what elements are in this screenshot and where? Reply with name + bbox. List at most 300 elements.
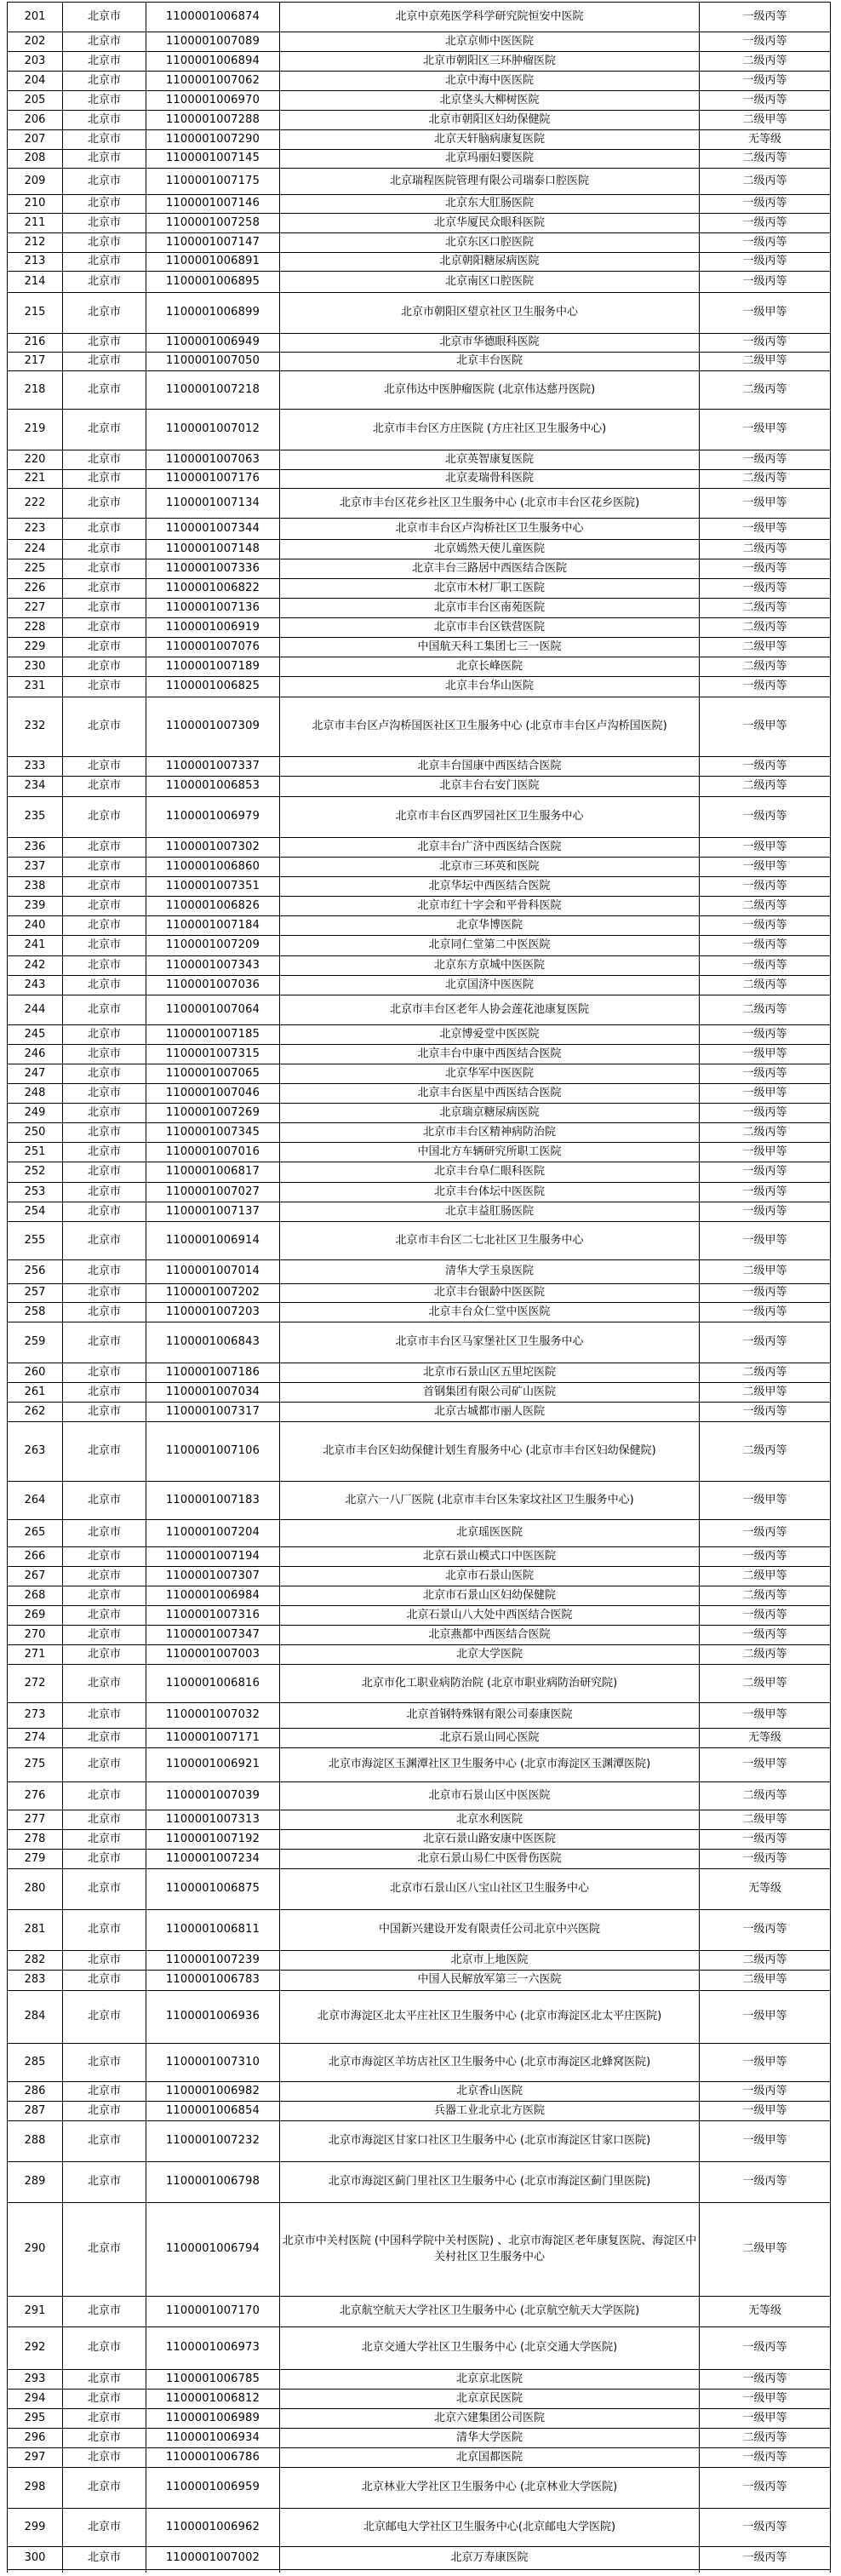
city-cell: 北京市: [63, 130, 146, 150]
row-number-cell: 277: [8, 1810, 63, 1830]
row-number-cell: 214: [8, 272, 63, 293]
row-number-cell: 215: [8, 293, 63, 334]
row-number-cell: 291: [8, 2297, 63, 2327]
grade-cell: 二级甲等: [700, 1971, 831, 1991]
grade-cell: 一级丙等: [700, 1284, 831, 1303]
hospital-name-cell: 北京市三环英和医院: [280, 858, 700, 877]
row-number-cell: 247: [8, 1064, 63, 1084]
city-cell: 北京市: [63, 52, 146, 72]
row-number-cell: 246: [8, 1045, 63, 1064]
table-row: [8, 2547, 831, 2570]
hospital-name-cell: 北京丰台银龄中医医院: [280, 1284, 700, 1303]
city-cell: 北京市: [63, 777, 146, 797]
city-cell: 北京市: [63, 2082, 146, 2102]
table-row: [8, 3, 831, 32]
grade-cell: 一级丙等: [700, 877, 831, 897]
hospital-name-cell: 北京京师中医医院: [280, 32, 700, 52]
hospital-name-cell: 北京丰台医星中西医结合医院: [280, 1084, 700, 1104]
city-cell: 北京市: [63, 450, 146, 470]
org-id-cell: 1100001007176: [146, 470, 280, 489]
org-id-cell: 1100001007137: [146, 1202, 280, 1222]
hospital-name-cell: 中国航天科工集团七三一医院: [280, 638, 700, 657]
table-row: [8, 293, 831, 334]
city-cell: 北京市: [63, 638, 146, 657]
hospital-name-cell: 北京石景山路安康中医医院: [280, 1830, 700, 1850]
table-row: [8, 214, 831, 233]
org-id-cell: 1100001007203: [146, 1303, 280, 1322]
hospital-name-cell: 北京市丰台区精神病防治院: [280, 1123, 700, 1143]
table-row: [8, 1748, 831, 1782]
table-row: [8, 150, 831, 169]
org-id-cell: 1100001006959: [146, 2468, 280, 2509]
grade-cell: 一级丙等: [700, 233, 831, 253]
org-id-cell: 1100001007317: [146, 1403, 280, 1422]
grade-cell: 一级丙等: [700, 1520, 831, 1547]
city-cell: 北京市: [63, 1626, 146, 1645]
row-number-cell: 223: [8, 519, 63, 540]
org-id-cell: 1100001006949: [146, 334, 280, 353]
table-row: [8, 1260, 831, 1284]
city-cell: 北京市: [63, 599, 146, 618]
hospital-name-cell: 北京麦瑞骨科医院: [280, 470, 700, 489]
org-id-cell: 1100001006936: [146, 1991, 280, 2044]
city-cell: 北京市: [63, 697, 146, 757]
hospital-name-cell: 北京垡头大柳树医院: [280, 91, 700, 111]
grade-cell: 二级丙等: [700, 777, 831, 797]
org-id-cell: 1100001007313: [146, 1810, 280, 1830]
table-row: [8, 2082, 831, 2102]
city-cell: 北京市: [63, 1303, 146, 1322]
hospital-name-cell: 北京丰台中康中西医结合医院: [280, 1045, 700, 1064]
row-number-cell: 248: [8, 1084, 63, 1104]
table-row: [8, 371, 831, 410]
city-cell: 北京市: [63, 540, 146, 559]
table-row: [8, 1403, 831, 1422]
org-id-cell: 1100001006822: [146, 579, 280, 599]
hospital-name-cell: 北京万寿康医院: [280, 2547, 700, 2570]
row-number-cell: 255: [8, 1222, 63, 1260]
table-row: [8, 1665, 831, 1703]
org-id-cell: 1100001007258: [146, 214, 280, 233]
row-number-cell: 221: [8, 470, 63, 489]
org-id-cell: 1100001007063: [146, 450, 280, 470]
table-row: [8, 130, 831, 150]
org-id-cell: 1100001007062: [146, 72, 280, 91]
grade-cell: 一级丙等: [700, 757, 831, 777]
org-id-cell: 1100001006919: [146, 618, 280, 638]
org-id-cell: 1100001007036: [146, 976, 280, 995]
city-cell: 北京市: [63, 2370, 146, 2390]
city-cell: 北京市: [63, 1606, 146, 1626]
grade-cell: 二级丙等: [700, 1645, 831, 1665]
org-id-cell: 1100001007315: [146, 1045, 280, 1064]
city-cell: 北京市: [63, 489, 146, 519]
row-number-cell: 261: [8, 1383, 63, 1403]
org-id-cell: 1100001006826: [146, 897, 280, 916]
row-number-cell: 297: [8, 2448, 63, 2468]
hospital-name-cell: 北京丰台右安门医院: [280, 777, 700, 797]
hospital-name-cell: 北京华厦民众眼科医院: [280, 214, 700, 233]
table-row: [8, 2203, 831, 2297]
org-id-cell: 1100001007076: [146, 638, 280, 657]
org-id-cell: 1100001007175: [146, 169, 280, 195]
table-row: [8, 1810, 831, 1830]
hospital-name-cell: 首钢集团有限公司矿山医院: [280, 1383, 700, 1403]
grade-cell: 二级丙等: [700, 995, 831, 1025]
org-id-cell: 1100001007134: [146, 489, 280, 519]
table-row: [8, 1547, 831, 1567]
hospital-name-cell: 北京石景山同心医院: [280, 1729, 700, 1748]
city-cell: 北京市: [63, 976, 146, 995]
table-row: [8, 858, 831, 877]
table-row: [8, 956, 831, 976]
hospital-name-cell: 北京交通大学社区卫生服务中心 (北京交通大学医院): [280, 2327, 700, 2370]
row-number-cell: 201: [8, 3, 63, 32]
table-row: [8, 272, 831, 293]
hospital-name-cell: 北京市石景山区五里坨医院: [280, 1363, 700, 1383]
row-number-cell: 287: [8, 2102, 63, 2121]
hospital-name-cell: 北京石景山模式口中医医院: [280, 1547, 700, 1567]
grade-cell: 一级甲等: [700, 293, 831, 334]
org-id-cell: 1100001007170: [146, 2297, 280, 2327]
org-id-cell: 1100001007002: [146, 2547, 280, 2570]
city-cell: 北京市: [63, 233, 146, 253]
city-cell: 北京市: [63, 1810, 146, 1830]
hospital-name-cell: 北京市红十字会和平骨科医院: [280, 897, 700, 916]
hospital-name-cell: 北京京民医院: [280, 2390, 700, 2409]
row-number-cell: 263: [8, 1422, 63, 1482]
table-row: [8, 1910, 831, 1951]
city-cell: 北京市: [63, 657, 146, 677]
row-number-cell: 283: [8, 1971, 63, 1991]
row-number-cell: 227: [8, 599, 63, 618]
org-id-cell: 1100001006921: [146, 1748, 280, 1782]
hospital-name-cell: 北京市石景山区中医医院: [280, 1782, 700, 1810]
grade-cell: 一级丙等: [700, 2547, 831, 2570]
row-number-cell: 249: [8, 1104, 63, 1123]
hospital-name-cell: 北京丰台阜仁眼科医院: [280, 1162, 700, 1183]
org-id-cell: 1100001007218: [146, 371, 280, 410]
row-number-cell: 241: [8, 936, 63, 956]
table-row: [8, 52, 831, 72]
row-number-cell: 230: [8, 657, 63, 677]
org-id-cell: 1100001006785: [146, 2370, 280, 2390]
row-number-cell: 206: [8, 111, 63, 130]
row-number-cell: 218: [8, 371, 63, 410]
grade-cell: 二级甲等: [700, 2203, 831, 2297]
table-row: [8, 2297, 831, 2327]
table-row: [8, 1830, 831, 1850]
city-cell: 北京市: [63, 1202, 146, 1222]
row-number-cell: 250: [8, 1123, 63, 1143]
city-cell: 北京市: [63, 1665, 146, 1703]
hospital-name-cell: 中国新兴建设开发有限责任公司北京中兴医院: [280, 1910, 700, 1951]
org-id-cell: 1100001007032: [146, 1703, 280, 1729]
org-id-cell: 1100001007347: [146, 1626, 280, 1645]
grade-cell: 一级丙等: [700, 2448, 831, 2468]
grade-cell: 一级甲等: [700, 858, 831, 877]
grade-cell: 一级甲等: [700, 1222, 831, 1260]
row-number-cell: 235: [8, 797, 63, 838]
city-cell: 北京市: [63, 2547, 146, 2570]
hospital-name-cell: 北京市木材厂职工医院: [280, 579, 700, 599]
org-id-cell: 1100001006874: [146, 3, 280, 32]
org-id-cell: 1100001006843: [146, 1322, 280, 1363]
hospital-name-cell: 北京华军中医医院: [280, 1064, 700, 1084]
city-cell: 北京市: [63, 2409, 146, 2429]
table-row: [8, 697, 831, 757]
city-cell: 北京市: [63, 91, 146, 111]
row-number-cell: 239: [8, 897, 63, 916]
row-number-cell: 233: [8, 757, 63, 777]
table-row: [8, 838, 831, 858]
grade-cell: 二级丙等: [700, 1123, 831, 1143]
city-cell: 北京市: [63, 1143, 146, 1162]
city-cell: 北京市: [63, 1520, 146, 1547]
table-row: [8, 195, 831, 214]
row-number-cell: 264: [8, 1482, 63, 1520]
table-row: [8, 2448, 831, 2468]
org-id-cell: 1100001007269: [146, 1104, 280, 1123]
table-row: [8, 489, 831, 519]
table-row: [8, 1183, 831, 1202]
grade-cell: 二级甲等: [700, 353, 831, 371]
row-number-cell: 222: [8, 489, 63, 519]
grade-cell: 无等级: [700, 1869, 831, 1910]
grade-cell: 一级丙等: [700, 32, 831, 52]
row-number-cell: 284: [8, 1991, 63, 2044]
org-id-cell: 1100001007147: [146, 233, 280, 253]
city-cell: 北京市: [63, 1482, 146, 1520]
table-row: [8, 2409, 831, 2429]
row-number-cell: 237: [8, 858, 63, 877]
city-cell: 北京市: [63, 111, 146, 130]
org-id-cell: 1100001007232: [146, 2121, 280, 2162]
hospital-name-cell: 北京中海中医医院: [280, 72, 700, 91]
row-number-cell: 259: [8, 1322, 63, 1363]
table-row: [8, 995, 831, 1025]
hospital-name-cell: 北京丰台国康中西医结合医院: [280, 757, 700, 777]
org-id-cell: 1100001006895: [146, 272, 280, 293]
table-row: [8, 1303, 831, 1322]
grade-cell: 一级甲等: [700, 489, 831, 519]
grade-cell: 二级丙等: [700, 1422, 831, 1482]
grade-cell: 二级丙等: [700, 1363, 831, 1383]
org-id-cell: 1100001007039: [146, 1782, 280, 1810]
table-row: [8, 2429, 831, 2448]
hospital-name-cell: 北京市石景山区妇幼保健院: [280, 1586, 700, 1606]
org-id-cell: 1100001007202: [146, 1284, 280, 1303]
city-cell: 北京市: [63, 1322, 146, 1363]
grade-cell: 一级甲等: [700, 410, 831, 450]
table-row: [8, 599, 831, 618]
table-row: [8, 797, 831, 838]
city-cell: 北京市: [63, 618, 146, 638]
org-id-cell: 1100001007012: [146, 410, 280, 450]
grade-cell: 一级丙等: [700, 1830, 831, 1850]
row-number-cell: 286: [8, 2082, 63, 2102]
row-number-cell: 256: [8, 1260, 63, 1284]
city-cell: 北京市: [63, 2509, 146, 2547]
city-cell: 北京市: [63, 1403, 146, 1422]
table-row: [8, 2509, 831, 2547]
org-id-cell: 1100001006982: [146, 2082, 280, 2102]
grade-cell: 二级丙等: [700, 1586, 831, 1606]
grade-cell: 二级丙等: [700, 618, 831, 638]
table-row: [8, 1482, 831, 1520]
city-cell: 北京市: [63, 72, 146, 91]
org-id-cell: 1100001007034: [146, 1383, 280, 1403]
table-row: [8, 579, 831, 599]
hospital-name-cell: 北京市化工职业病防治院 (北京市职业病防治研究院): [280, 1665, 700, 1703]
table-row: [8, 1104, 831, 1123]
table-row: [8, 559, 831, 579]
hospital-name-cell: 北京玛丽妇婴医院: [280, 150, 700, 169]
org-id-cell: 1100001007307: [146, 1567, 280, 1586]
table-row: [8, 1520, 831, 1547]
row-number-cell: 217: [8, 353, 63, 371]
row-number-cell: 229: [8, 638, 63, 657]
org-id-cell: 1100001006816: [146, 1665, 280, 1703]
hospital-name-cell: 北京市丰台区铁营医院: [280, 618, 700, 638]
row-number-cell: 202: [8, 32, 63, 52]
city-cell: 北京市: [63, 371, 146, 410]
grade-cell: 二级丙等: [700, 470, 831, 489]
city-cell: 北京市: [63, 757, 146, 777]
org-id-cell: 1100001007183: [146, 1482, 280, 1520]
table-row: [8, 1606, 831, 1626]
table-row: [8, 91, 831, 111]
hospital-name-cell: 北京市石景山医院: [280, 1567, 700, 1586]
city-cell: 北京市: [63, 1586, 146, 1606]
grade-cell: 一级丙等: [700, 1547, 831, 1567]
city-cell: 北京市: [63, 2121, 146, 2162]
table-row: [8, 2044, 831, 2082]
hospital-name-cell: 北京市丰台区二七北社区卫生服务中心: [280, 1222, 700, 1260]
grade-cell: 一级甲等: [700, 1143, 831, 1162]
grade-cell: 一级丙等: [700, 916, 831, 936]
row-number-cell: 252: [8, 1162, 63, 1183]
table-row: [8, 2370, 831, 2390]
grade-cell: 一级丙等: [700, 334, 831, 353]
hospital-name-cell: 北京市石景山区八宝山社区卫生服务中心: [280, 1869, 700, 1910]
org-id-cell: 1100001007192: [146, 1830, 280, 1850]
grade-cell: 二级丙等: [700, 540, 831, 559]
org-id-cell: 1100001007027: [146, 1183, 280, 1202]
org-id-cell: 1100001007345: [146, 1123, 280, 1143]
row-number-cell: 257: [8, 1284, 63, 1303]
grade-cell: 一级丙等: [700, 1104, 831, 1123]
row-number-cell: 211: [8, 214, 63, 233]
table-row: [8, 1162, 831, 1183]
row-number-cell: 224: [8, 540, 63, 559]
row-number-cell: 267: [8, 1567, 63, 1586]
table-row: [8, 111, 831, 130]
row-number-cell: 228: [8, 618, 63, 638]
org-id-cell: 1100001007309: [146, 697, 280, 757]
hospital-name-cell: 北京市华德眼科医院: [280, 334, 700, 353]
org-id-cell: 1100001007050: [146, 353, 280, 371]
city-cell: 北京市: [63, 1567, 146, 1586]
grade-cell: 二级丙等: [700, 52, 831, 72]
city-cell: 北京市: [63, 2448, 146, 2468]
city-cell: 北京市: [63, 838, 146, 858]
city-cell: 北京市: [63, 2327, 146, 2370]
city-cell: 北京市: [63, 272, 146, 293]
city-cell: 北京市: [63, 2297, 146, 2327]
table-row: [8, 32, 831, 52]
org-id-cell: 1100001006875: [146, 1869, 280, 1910]
grade-cell: 一级丙等: [700, 91, 831, 111]
table-row: [8, 1422, 831, 1482]
hospital-name-cell: 北京石景山八大处中西医结合医院: [280, 1606, 700, 1626]
city-cell: 北京市: [63, 995, 146, 1025]
table-row: [8, 1045, 831, 1064]
grade-cell: 一级丙等: [700, 1064, 831, 1084]
row-number-cell: 243: [8, 976, 63, 995]
hospital-name-cell: 北京中京苑医学科学研究院恒安中医院: [280, 3, 700, 32]
row-number-cell: 251: [8, 1143, 63, 1162]
row-number-cell: 276: [8, 1782, 63, 1810]
city-cell: 北京市: [63, 2468, 146, 2509]
row-number-cell: 298: [8, 2468, 63, 2509]
row-number-cell: 242: [8, 956, 63, 976]
table-row: [8, 540, 831, 559]
row-number-cell: 295: [8, 2409, 63, 2429]
hospital-name-cell: 北京丰台体坛中医医院: [280, 1183, 700, 1202]
grade-cell: 一级甲等: [700, 2044, 831, 2082]
org-id-cell: 1100001006891: [146, 253, 280, 272]
hospital-name-cell: 北京市海淀区羊坊店社区卫生服务中心 (北京市海淀区北蜂窝医院): [280, 2044, 700, 2082]
table-row: [8, 1222, 831, 1260]
grade-cell: 一级丙等: [700, 559, 831, 579]
row-number-cell: 279: [8, 1850, 63, 1869]
grade-cell: 一级丙等: [700, 72, 831, 91]
row-number-cell: 219: [8, 410, 63, 450]
grade-cell: 一级甲等: [700, 1991, 831, 2044]
city-cell: 北京市: [63, 1971, 146, 1991]
org-id-cell: 1100001006973: [146, 2327, 280, 2370]
grade-cell: 一级甲等: [700, 838, 831, 858]
grade-cell: 一级丙等: [700, 253, 831, 272]
hospital-name-cell: 兵器工业北京北方医院: [280, 2102, 700, 2121]
org-id-cell: 1100001007185: [146, 1025, 280, 1045]
org-id-cell: 1100001006794: [146, 2203, 280, 2297]
grade-cell: 二级甲等: [700, 1665, 831, 1703]
row-number-cell: 292: [8, 2327, 63, 2370]
table-row: [8, 72, 831, 91]
hospital-name-cell: 北京市海淀区甘家口社区卫生服务中心 (北京市海淀区甘家口医院): [280, 2121, 700, 2162]
org-id-cell: 1100001007336: [146, 559, 280, 579]
city-cell: 北京市: [63, 1729, 146, 1748]
grade-cell: 二级丙等: [700, 897, 831, 916]
hospital-name-cell: 北京市丰台区方庄医院 (方庄社区卫生服务中心): [280, 410, 700, 450]
hospital-name-cell: 北京丰台众仁堂中医医院: [280, 1303, 700, 1322]
row-number-cell: 274: [8, 1729, 63, 1748]
org-id-cell: 1100001007302: [146, 838, 280, 858]
hospital-name-cell: 北京东大肛肠医院: [280, 195, 700, 214]
grade-cell: 二级丙等: [700, 2429, 831, 2448]
row-number-cell: 225: [8, 559, 63, 579]
grade-cell: 二级丙等: [700, 150, 831, 169]
table-row: [8, 1202, 831, 1222]
hospital-name-cell: 北京瑞程医院管理有限公司瑞泰口腔医院: [280, 169, 700, 195]
table-row: [8, 2121, 831, 2162]
row-number-cell: 240: [8, 916, 63, 936]
grade-cell: 一级丙等: [700, 214, 831, 233]
org-id-cell: 1100001007186: [146, 1363, 280, 1383]
table-row: [8, 1971, 831, 1991]
